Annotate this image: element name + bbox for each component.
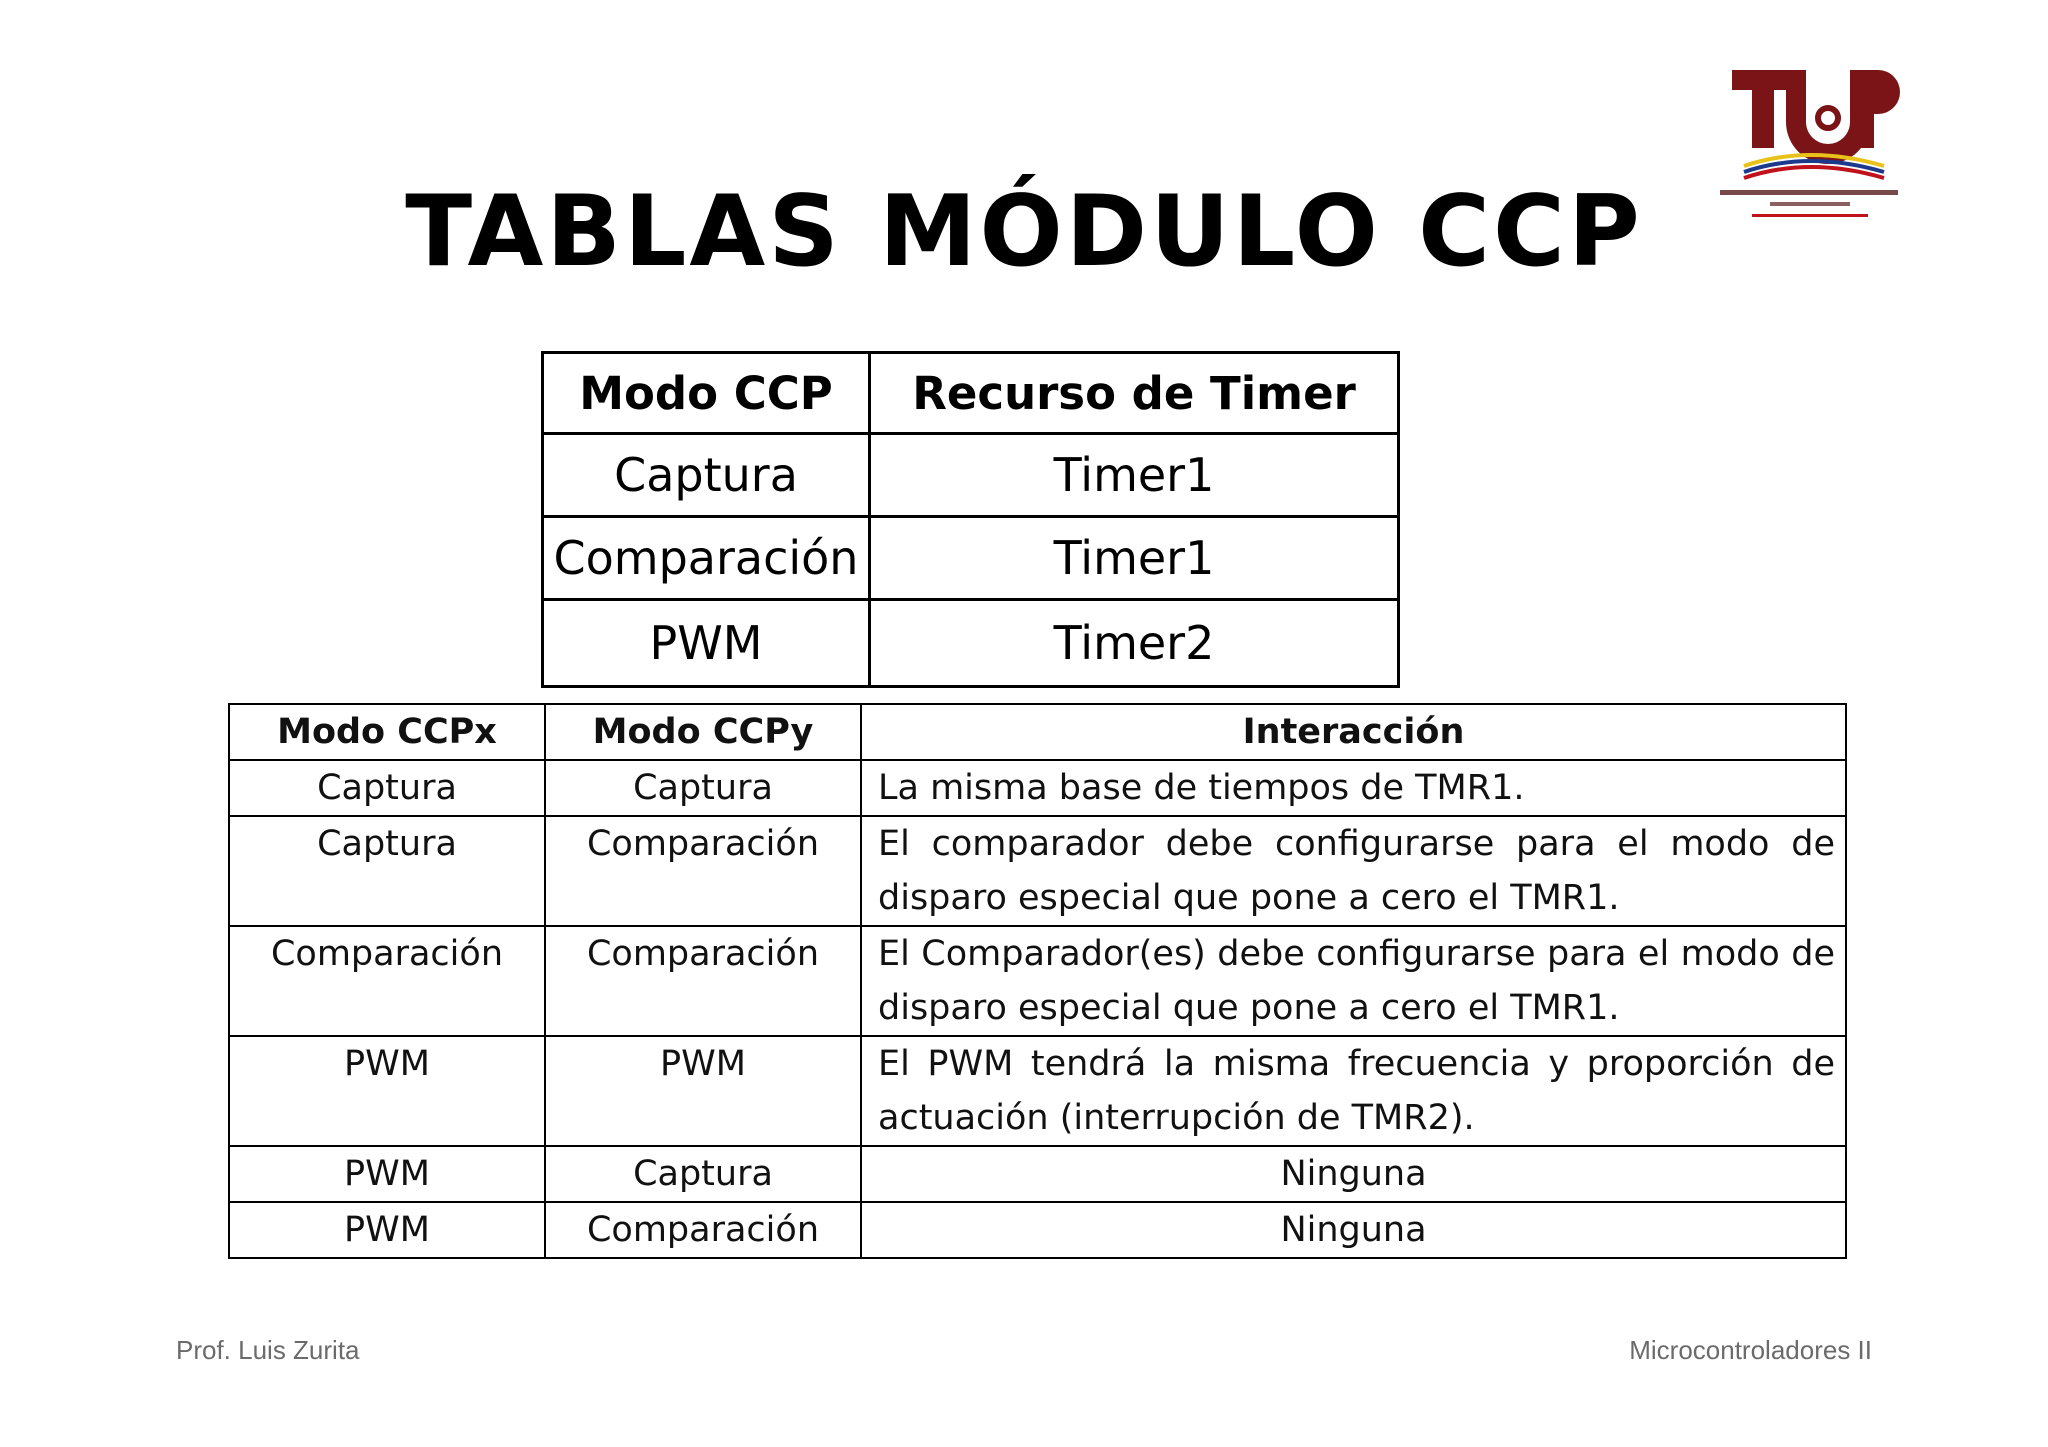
footer-course: Microcontroladores II [1629,1335,1872,1365]
table-cell: El comparador debe configurarse para el modo de disparo especial que pone a cero el TMR1. [861,816,1846,926]
table-cell: Comparación [545,816,861,926]
table-row [543,434,1399,517]
column-header: Interacción [861,704,1846,760]
column-header: Modo CCPy [545,704,861,760]
table-cell: Captura [545,1146,861,1202]
table-cell: Captura [545,760,861,816]
table-cell: Ninguna [861,1202,1846,1258]
table-cell: Comparación [545,1202,861,1258]
table-row [229,1202,1846,1258]
table-row [229,760,1846,816]
column-header: Modo CCPx [229,704,545,760]
ccp-interaction-table [228,703,1847,1259]
table-row [229,926,1846,1036]
table-cell: Comparación [229,926,545,1036]
university-logo-icon [1714,62,1904,232]
table-cell: El PWM tendrá la misma frecuencia y proporción de actuación (interrupción de TMR2). [861,1036,1846,1146]
table-cell: PWM [229,1202,545,1258]
table-cell: Timer1 [870,517,1399,600]
footer-author: Prof. Luis Zurita [176,1335,360,1365]
table-cell: Ninguna [861,1146,1846,1202]
table-cell: Timer2 [870,600,1399,687]
table-cell: Captura [543,434,870,517]
table-cell: Comparación [545,926,861,1036]
column-header: Modo CCP [543,353,870,434]
ccp-timer-table [541,351,1400,688]
table-row [543,517,1399,600]
table-cell: El Comparador(es) debe configurarse para el modo de disparo especial que pone a cero el TMR1. [861,926,1846,1036]
table-row [229,1146,1846,1202]
table-cell: Captura [229,816,545,926]
table-row [229,1036,1846,1146]
table-cell: PWM [229,1146,545,1202]
table-row [229,816,1846,926]
table-cell: PWM [545,1036,861,1146]
table-row [543,600,1399,687]
table-cell: Timer1 [870,434,1399,517]
table-cell: Comparación [543,517,870,600]
table-cell: La misma base de tiempos de TMR1. [861,760,1846,816]
table-header-row [543,353,1399,434]
slide-title: TABLAS MÓDULO CCP [405,175,1643,289]
table-header-row [229,704,1846,760]
table-cell: Captura [229,760,545,816]
column-header: Recurso de Timer [870,353,1399,434]
table-cell: PWM [543,600,870,687]
table-cell: PWM [229,1036,545,1146]
